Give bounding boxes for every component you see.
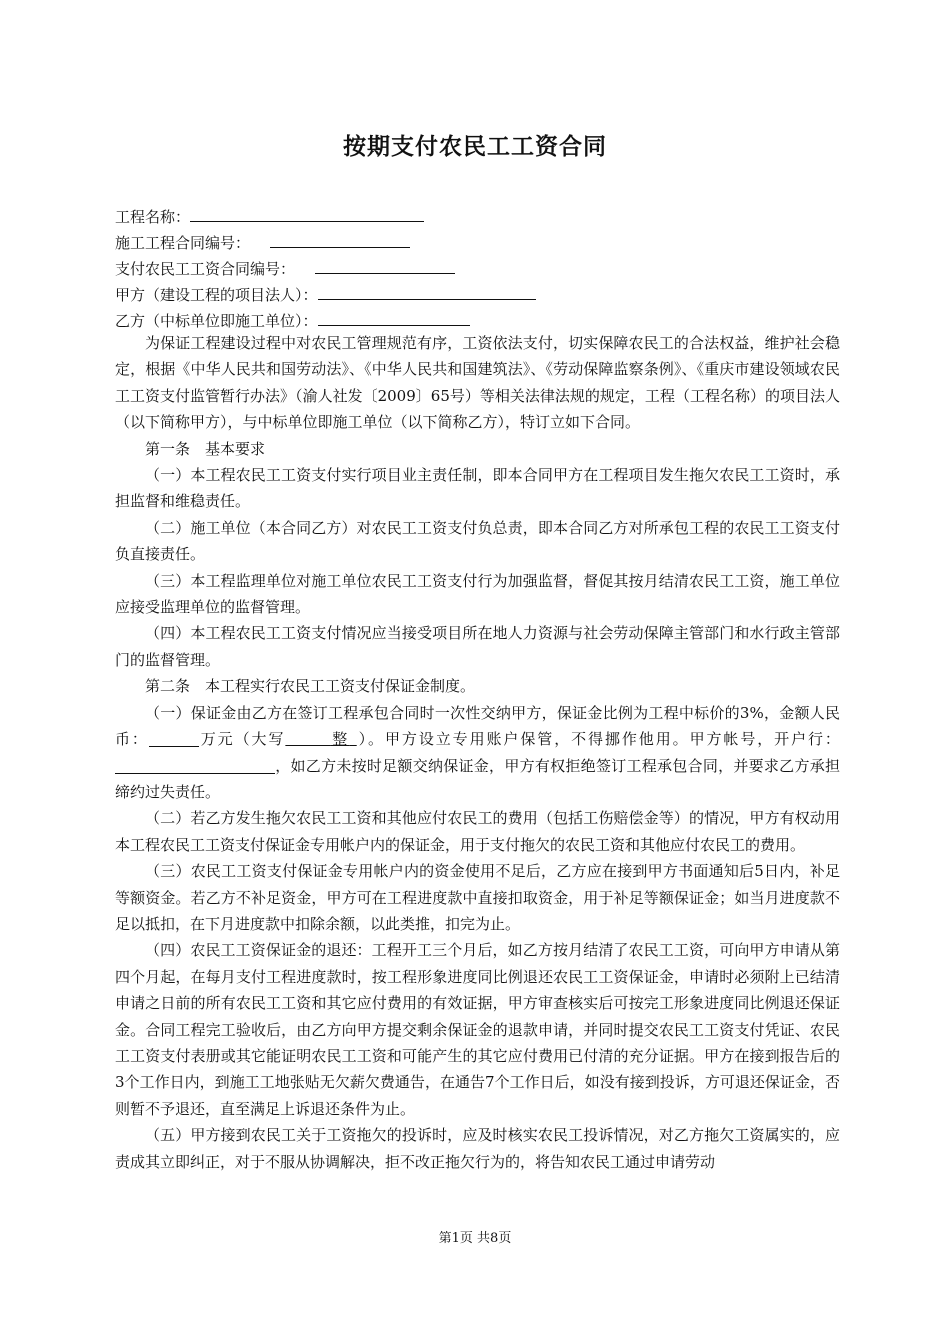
field-contract-number (115, 231, 410, 254)
article-1-item: （三）本工程监理单位对施工单位农民工工资支付行为加强监督，督促其按月结清农民工工资，施工单位应接受监理单位的监督管理。 (115, 571, 840, 617)
document-title: 按期支付农民工工资合同 (343, 134, 607, 160)
field-label: 乙方（中标单位即施工单位）： (115, 312, 318, 330)
blank-line (270, 231, 410, 248)
blank-bank (115, 756, 275, 774)
blank-amount (149, 729, 199, 747)
field-party-a (115, 283, 536, 306)
article-1-item: （四）本工程农民工工资支付情况应当接受项目所在地人力资源与社会劳动保障主管部门和水行政主管部门的监督管理。 (115, 624, 840, 669)
article-2-item: （二）若乙方发生拖欠农民工工资和其他应付农民工的费用（包括工伤赔偿金等）的情况，甲方有权动用本工程农民工工资支付保证金专用帐户内的保证金，用于支付拖欠的农民工资和其他应付农民工的费用。 (115, 809, 840, 854)
preamble: 为保证工程建设过程中对农民工管理规范有序，工资依法支付，切实保障农民工的合法权益，维护社会稳定，根据《中华人民共和国劳动法》、《中华人民共和国建筑法》、《劳动保障监察条例》、《重庆市建设领域农民工工资支付监管暂行办法》（渝人社发〔2009〕65号）等相关法律法规的规定，工程（工程名称）的项目法人（以下简称甲方），与中标单位即施工单位（以下简称乙方），特订立如下合同。 (115, 334, 840, 432)
article-2-item-1: （一）保证金由乙方在签订工程承包合同时一次性交纳甲方，保证金比例为工程中标价的3%，金额人民币： 万元（大写 整 ）。甲方设立专用账户保管，不得挪作他用。甲方帐号，开户行：，如乙方未按时足额交纳保证金，甲方有权拒绝签订工程承包合同，并要求乙方承担缔约过失责任。 (115, 703, 840, 801)
article-2-item: （四）农民工工资保证金的退还：工程开工三个月后，如乙方按月结清了农民工工资，可向甲方申请从第四个月起，在每月支付工程进度款时，按工程形象进度同比例退还农民工工资保证金，申请时必须附上已结清申请之日前的所有农民工工资和其它应付费用的有效证据，甲方审查核实后可按完工形象进度同比例退还保证金。合同工程完工验收后，由乙方向甲方提交剩余保证金的退款申请，并同时提交农民工工资支付凭证、农民工工资支付表册或其它能证明农民工工资和可能产生的其它应付费用已付清的充分证据。甲方在接到报告后的3个工作日内，到施工工地张贴无欠薪欠费通告，在通告7个工作日后，如没有接到投诉，方可退还保证金，否则暂不予退还，直至满足上诉退还条件为止。 (115, 941, 840, 1118)
article-2-item: （五）甲方接到农民工关于工资拖欠的投诉时，应及时核实农民工投诉情况，对乙方拖欠工资属实的，应责成其立即纠正，对于不服从协调解决，拒不改正拖欠行为的，将告知农民工通过申请劳动 (115, 1126, 840, 1171)
field-label: 施工工程合同编号： (115, 234, 251, 252)
blank-line (190, 205, 424, 222)
field-label: 支付农民工工资合同编号： (115, 260, 296, 278)
blank-line (318, 309, 470, 326)
field-wage-contract-number (115, 257, 455, 280)
blank-line (318, 283, 536, 300)
article-2-heading: 第二条 本工程实行农民工工资支付保证金制度。 (145, 677, 476, 696)
article-1-heading: 第一条 基本要求 (145, 439, 266, 458)
field-label: 工程名称： (115, 208, 191, 226)
field-project-name (115, 205, 424, 228)
page-number: 第1页 共8页 (438, 1231, 512, 1246)
article-2-item: （三）农民工工资支付保证金专用帐户内的资金使用不足后，乙方应在接到甲方书面通知后5日内，补足等额资金。若乙方不补足资金，甲方可在工程进度款中直接扣取资金，用于补足等额保证金；如当月进度款不足以抵扣，在下月进度款中扣除余额，以此类推，扣完为止。 (115, 862, 840, 933)
contract-body (115, 330, 840, 1175)
field-party-b (115, 309, 470, 332)
blank-line (315, 257, 455, 274)
article-1-item: （一）本工程农民工工资支付实行项目业主责任制，即本合同甲方在工程项目发生拖欠农民工工资时，承担监督和维稳责任。 (115, 466, 840, 511)
article-1-item: （二）施工单位（本合同乙方）对农民工工资支付负总责，即本合同乙方对所承包工程的农民工工资支付负直接责任。 (115, 518, 840, 564)
field-label: 甲方（建设工程的项目法人）： (115, 286, 318, 304)
blank-uppercase-amount: 整 (330, 730, 350, 749)
